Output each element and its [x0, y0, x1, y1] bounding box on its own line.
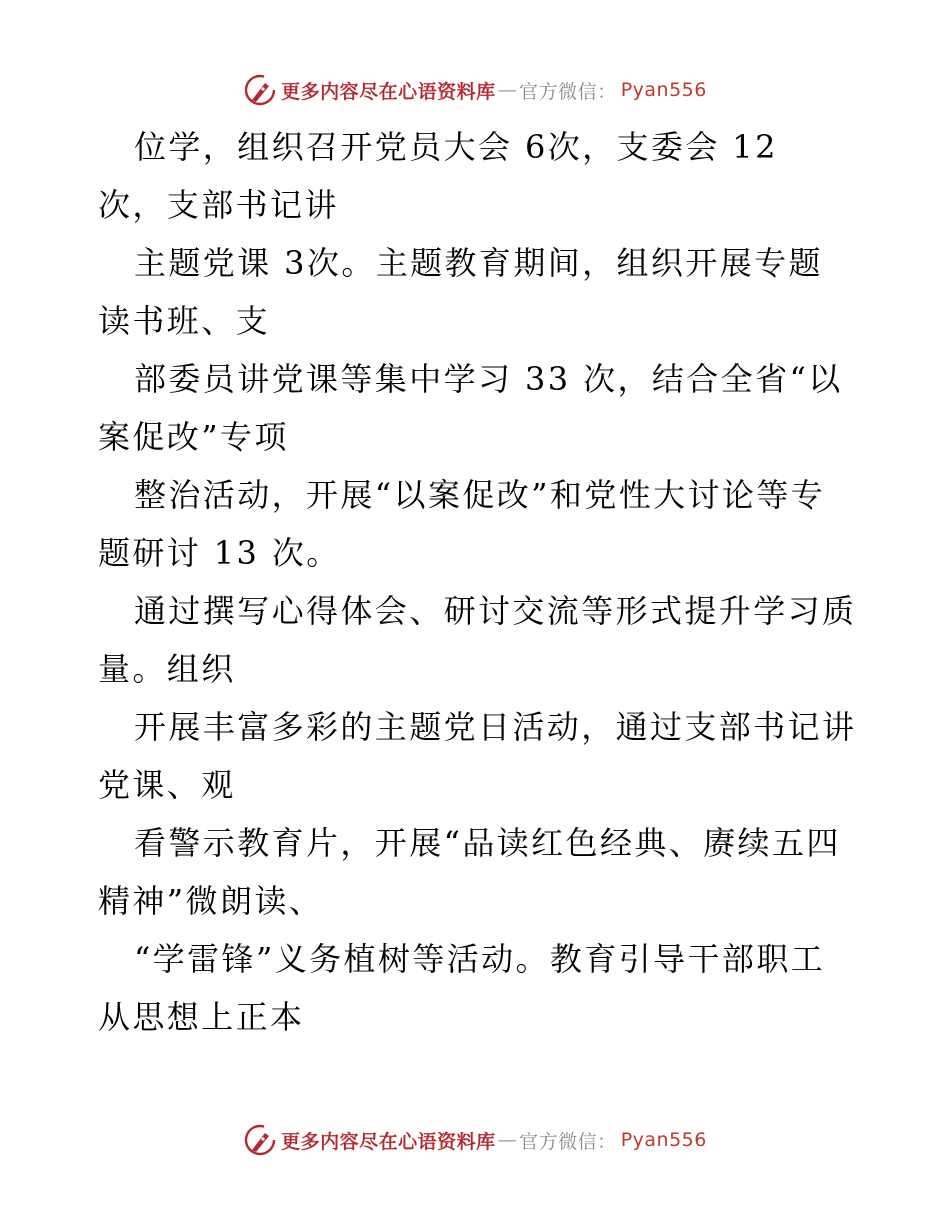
text-line: 开展丰富多彩的主题党日活动，通过支部书记讲 — [134, 708, 857, 746]
footer-watermark — [0, 1122, 950, 1158]
text-line: 通过撰写心得体会、研讨交流等形式提升学习质 — [134, 592, 857, 630]
text-line: 党课、观 — [98, 766, 236, 804]
text-line: 精神”微朗读、 — [98, 882, 324, 920]
text-line: 题研讨 13 次。 — [98, 534, 341, 572]
header-site-name: 更多内容尽在心语资料库 — [281, 80, 496, 103]
text-line: 量。组织 — [98, 650, 236, 688]
text-line: 案促改”专项 — [98, 418, 289, 456]
text-line: 次，支部书记讲 — [98, 186, 339, 224]
header-wechat-label: 官方微信： — [519, 80, 617, 103]
header-wechat-id: Pyan556 — [620, 79, 707, 101]
text-line: 整治活动，开展“以案促改”和党性大讨论等专 — [134, 476, 826, 514]
pen-nib-circle-icon — [243, 1123, 277, 1157]
text-line: 从思想上正本 — [98, 998, 305, 1036]
header-separator: — — [497, 79, 518, 101]
text-line: 主题党课 3次。主题教育期间，组织开展专题 — [134, 244, 823, 282]
text-line: 读书班、支 — [98, 302, 271, 340]
footer-separator: — — [497, 1129, 518, 1151]
text-line: 部委员讲党课等集中学习 33 次，结合全省“以 — [134, 360, 843, 398]
body-text — [98, 118, 858, 1046]
footer-site-name: 更多内容尽在心语资料库 — [281, 1130, 496, 1153]
text-line: 位学，组织召开党员大会 6次，支委会 12 — [134, 128, 778, 166]
footer-wechat-id: Pyan556 — [620, 1129, 707, 1151]
header-watermark — [0, 72, 950, 108]
pen-nib-circle-icon — [243, 73, 277, 107]
text-line: 看警示教育片，开展“品读红色经典、赓续五四 — [134, 824, 841, 862]
text-line: “学雷锋”义务植树等活动。教育引导干部职工 — [134, 940, 826, 978]
footer-wechat-label: 官方微信： — [519, 1130, 617, 1153]
